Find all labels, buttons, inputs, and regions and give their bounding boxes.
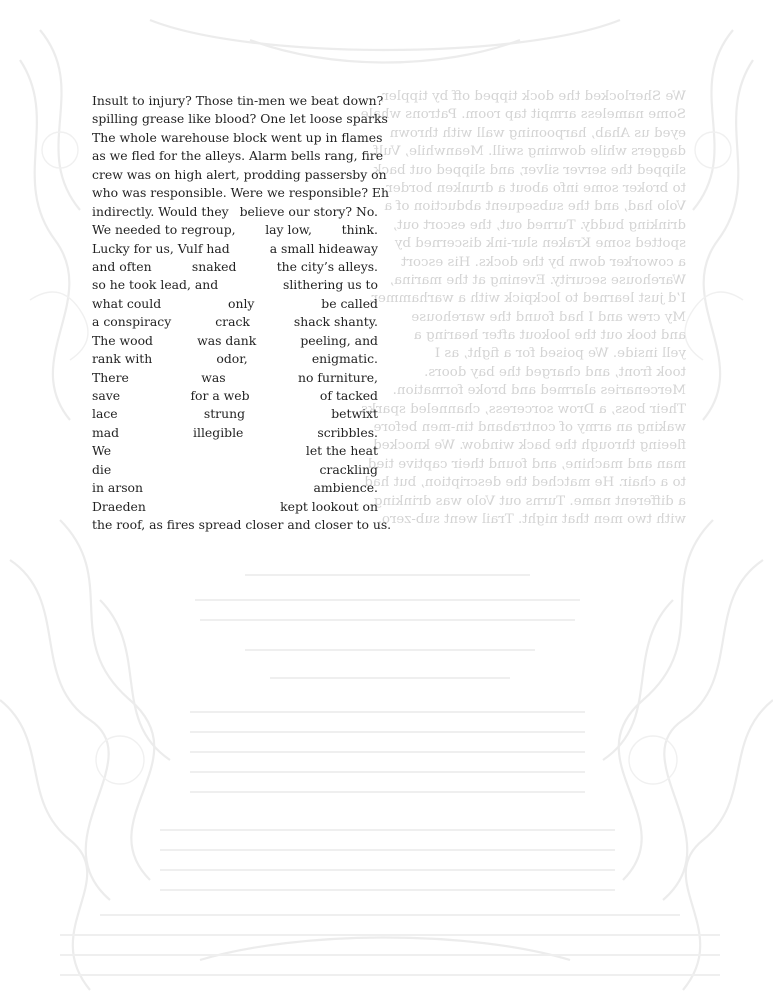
poem-fragment: crack xyxy=(215,314,250,330)
bleed-through-line: man and machine, and found their captive tied xyxy=(367,456,686,472)
poem-fragment: odor, xyxy=(216,351,248,367)
bleed-through-line: took front, and charged the bay doors. xyxy=(424,364,686,380)
poem-text xyxy=(92,92,392,535)
poem-fragment: strung xyxy=(203,406,245,422)
poem-fragment: slithering us to xyxy=(282,277,378,293)
poem-fragment: The whole warehouse block went up in flames xyxy=(92,129,383,145)
poem-line xyxy=(92,166,387,184)
bleed-through-line: waking an army of contraband tin-men before xyxy=(373,420,686,436)
poem-fragment: Draeden xyxy=(92,498,146,514)
poem-fragment: be called xyxy=(321,295,378,311)
poem-fragment: the city’s alleys. xyxy=(276,258,378,274)
poem-fragment: what could xyxy=(92,295,162,311)
poem-fragment: the roof, as fires spread closer and closer to us. xyxy=(92,517,392,533)
poem-fragment: die xyxy=(92,461,112,477)
bleed-through-line: to broker some info about a drunken border xyxy=(386,180,686,196)
poem-line xyxy=(92,387,378,405)
poem-fragment: indirectly. Would they xyxy=(92,203,229,219)
poem-line xyxy=(92,405,378,423)
poem-fragment: Insult to injury? Those tin-men we beat down? xyxy=(92,93,384,108)
bleed-through-line: We Sherlocked the dock tipped off by tippler, xyxy=(379,89,686,104)
poem-line xyxy=(92,424,378,442)
poem-fragment: enigmatic. xyxy=(311,351,378,367)
bleed-through-line: spotted some Kraken slur-ink discerned by xyxy=(394,236,686,252)
poem-line xyxy=(92,184,389,202)
poem-line xyxy=(92,479,378,497)
poem-fragment: illegible xyxy=(193,424,244,440)
poem-fragment: betwixt xyxy=(331,406,378,422)
bleed-through-line: fleeing through the back window. We knocked xyxy=(373,438,686,454)
poem-fragment: was xyxy=(201,369,226,385)
poem-line xyxy=(92,110,388,128)
poem-fragment: lay low, xyxy=(265,222,312,238)
poem-line xyxy=(92,203,378,221)
poem-fragment: snaked xyxy=(191,258,237,274)
poem-fragment: shack shanty. xyxy=(293,314,378,330)
bleed-through-line: daggers while downing swill. Meanwhile, Vulf xyxy=(373,144,686,160)
poem-fragment: of tacked xyxy=(319,388,378,403)
poem-fragment: mad xyxy=(92,424,120,440)
bleed-through-line: yell inside. We poised for a fight, as I xyxy=(434,346,686,362)
poem-fragment: so he took lead, and xyxy=(92,277,219,293)
poem-fragment: think. xyxy=(341,222,378,238)
poem-fragment: kept lookout on xyxy=(280,498,378,514)
bleed-through-line: Their boss, a Drow sorceress, channeled sparks xyxy=(361,401,686,417)
poem-fragment: spilling grease like blood? One let loose sparks xyxy=(92,111,388,127)
poem-line xyxy=(92,369,378,387)
poem-fragment: The wood xyxy=(92,332,153,348)
poem-fragment: a small hideaway xyxy=(269,240,378,256)
bleed-through-line: I’d just learned to lockpick with a warhammer. xyxy=(368,291,686,307)
poem-line xyxy=(92,461,378,479)
bleed-through-line: drinking buddy. Turned out, the escort out, xyxy=(392,217,686,233)
poem-fragment: in arson xyxy=(92,480,143,496)
poem-fragment: peeling, and xyxy=(300,332,378,348)
poem-fragment: believe our story? No. xyxy=(239,203,378,219)
poem-line xyxy=(92,258,378,276)
poem-fragment: no furniture, xyxy=(298,369,378,385)
bleed-through-line: and took out the lookout after hearing a xyxy=(413,328,686,344)
bleed-through-line: My crew and I had found the warehouse xyxy=(411,309,686,325)
poem-fragment: a conspiracy xyxy=(92,314,172,330)
poem-line xyxy=(92,129,383,147)
bleed-through-line: eyed us Ahab, harpooning wall with thrown xyxy=(389,125,686,141)
poem-fragment: Lucky for us, Vulf had xyxy=(92,240,230,256)
bleed-through-line: with two men that night. Trail went sub-zero. xyxy=(377,511,686,527)
poem-fragment: as we fled for the alleys. Alarm bells rang, fire xyxy=(92,148,384,164)
poem-fragment: only xyxy=(228,295,255,311)
bleed-through-line: Mercenaries alarmed and broke formation. xyxy=(392,383,686,399)
poem-line xyxy=(92,332,378,350)
poem-line xyxy=(92,92,384,110)
poem-line xyxy=(92,498,378,516)
poem-fragment: for a web xyxy=(190,388,250,403)
poem-fragment: save xyxy=(92,388,121,403)
poem-line xyxy=(92,276,378,294)
bleed-through-text xyxy=(360,88,686,529)
poem-line xyxy=(92,221,378,239)
poem-line xyxy=(92,295,378,313)
poem-fragment: rank with xyxy=(92,351,153,367)
poem-fragment: We needed to regroup, xyxy=(92,222,236,238)
poem-fragment: crew was on high alert, prodding passersby on xyxy=(92,166,387,182)
bleed-through-line: Volo had, and the subsequent abduction of a xyxy=(384,199,686,215)
poem-fragment: who was responsible. Were we responsible? Eh xyxy=(92,185,389,201)
poem-fragment: lace xyxy=(92,406,118,422)
poem-fragment: scribbles. xyxy=(317,424,378,440)
bleed-through-line: slipped the server silver, and slipped out back xyxy=(373,162,686,178)
bleed-through-line: Warehouse security. Evening at the marina, xyxy=(389,272,686,288)
poem-fragment: let the heat xyxy=(305,443,378,459)
poem-fragment: was dank xyxy=(197,332,257,348)
poem-fragment: crackling xyxy=(319,461,378,477)
poem-line xyxy=(92,240,378,258)
poem-line xyxy=(92,147,384,165)
poem-line xyxy=(92,516,392,534)
poem-line xyxy=(92,350,378,368)
bleed-through-line: Some nameless armpit tap room. Patrons whale xyxy=(360,107,686,123)
poem-line xyxy=(92,442,378,460)
poem-fragment: There xyxy=(92,369,129,385)
poem-fragment: We xyxy=(92,443,112,459)
poem-line xyxy=(92,313,378,331)
bleed-through-line: a coworker down by the docks. His escort xyxy=(401,254,686,270)
bleed-through-line: to a chair. He matched the description, but had xyxy=(364,475,686,491)
poem-fragment: and often xyxy=(92,258,152,274)
poem-fragment: ambience. xyxy=(313,480,378,496)
bleed-through-line: a different name. Turns out Volo was drinking xyxy=(373,493,686,509)
